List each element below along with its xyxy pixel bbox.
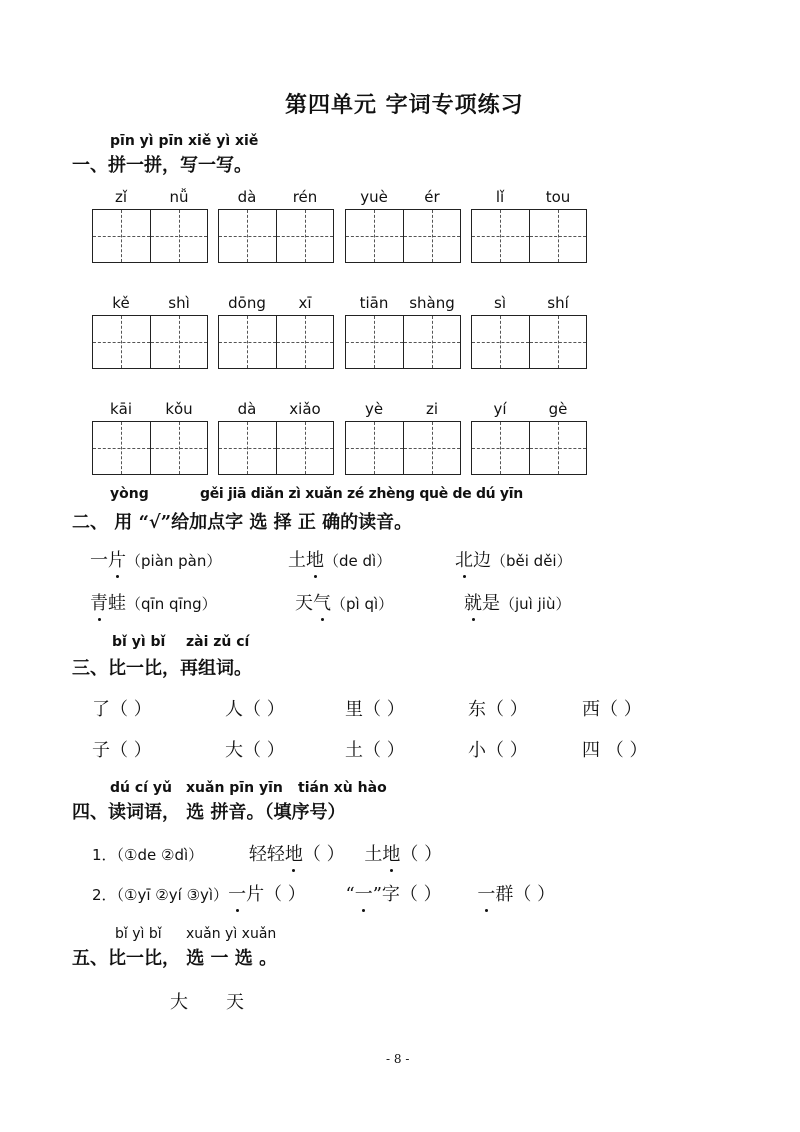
writing-grid[interactable] — [218, 315, 334, 369]
writing-grid[interactable] — [345, 315, 461, 369]
pinyin-label: lǐ — [495, 188, 505, 206]
pronunciation-item: 土地（de dì） — [288, 546, 391, 572]
section2-pinyin-b: gěi jiā diǎn zì xuǎn zé zhèng què de dú yīn — [200, 486, 523, 502]
word-blank[interactable]: 小（ ） — [468, 740, 528, 761]
writing-cell[interactable] — [277, 316, 334, 368]
section1-pinyin-a: pīn yì pīn — [110, 133, 184, 149]
dotted-char: 一 — [228, 880, 246, 906]
answer-blank[interactable]: ”字（ ） — [372, 884, 442, 905]
word-blank[interactable]: 里（ ） — [345, 699, 405, 720]
question-1: 1．（①de ②dì） 轻轻地（ ） 土地（ ） — [92, 840, 442, 866]
writing-cell[interactable] — [93, 422, 151, 474]
writing-cell[interactable] — [219, 316, 277, 368]
pinyin-label: yè — [364, 400, 384, 418]
pinyin-label: dà — [237, 188, 257, 206]
pinyin-label: sì — [494, 294, 506, 312]
pinyin-options[interactable]: （juì jiù） — [500, 595, 571, 613]
section4-heading: 四、读词语， 选 拼音。（填序号） — [72, 802, 346, 823]
word-blank[interactable]: 西（ ） — [582, 699, 642, 720]
section2-heading-prefix: 二、 用 — [72, 512, 133, 533]
writing-cell[interactable] — [151, 316, 208, 368]
question-label: 1．（①de ②dì） — [92, 846, 204, 864]
writing-cell[interactable] — [151, 422, 208, 474]
word-blank[interactable]: 大（ ） — [225, 740, 285, 761]
dotted-char: 地 — [306, 546, 324, 572]
writing-grid[interactable] — [471, 315, 587, 369]
writing-cell[interactable] — [346, 422, 404, 474]
writing-cell[interactable] — [404, 422, 461, 474]
pinyin-label: xiǎo — [289, 400, 321, 418]
dotted-char: 就 — [464, 589, 482, 615]
dotted-char: 北 — [455, 546, 473, 572]
section2-heading — [72, 508, 412, 534]
dotted-char: 一 — [477, 880, 495, 906]
section5-pinyin-b: xuǎn yì xuǎn — [186, 926, 277, 942]
writing-grid[interactable] — [92, 209, 208, 263]
writing-grid[interactable] — [218, 209, 334, 263]
compare-char: 大 — [170, 992, 188, 1013]
writing-cell[interactable] — [530, 210, 587, 262]
pinyin-options[interactable]: （qīn qīng） — [126, 595, 217, 613]
answer-blank[interactable]: 片（ ） — [246, 884, 306, 905]
dotted-char: 气 — [313, 589, 331, 615]
word-blank[interactable]: 东（ ） — [468, 699, 528, 720]
section3-pinyin-b: zài zǔ cí — [186, 634, 250, 650]
writing-cell[interactable] — [404, 210, 461, 262]
section3-heading: 三、比一比，再组词。 — [72, 658, 252, 679]
pinyin-label: shàng — [409, 294, 455, 312]
pinyin-label: kě — [112, 294, 130, 312]
question-label: 2．（①yī ②yí ③yì） — [92, 886, 229, 904]
dotted-char: 地 — [285, 840, 303, 866]
dotted-char: 地 — [382, 840, 400, 866]
pronunciation-item: 就是（juì jiù） — [464, 589, 570, 615]
writing-cell[interactable] — [346, 210, 404, 262]
pronunciation-item: 一片（piàn pàn） — [90, 546, 221, 572]
section2-heading-rest: “√”给加点字 选 择 正 确的读音。 — [138, 512, 413, 533]
pinyin-label: kāi — [109, 400, 133, 418]
pinyin-label: shí — [547, 294, 569, 312]
pinyin-label: yuè — [360, 188, 388, 206]
writing-cell[interactable] — [93, 210, 151, 262]
pinyin-label: tou — [545, 188, 571, 206]
pinyin-label: tiān — [359, 294, 389, 312]
writing-grid[interactable] — [471, 209, 587, 263]
dotted-char: 一 — [355, 880, 373, 906]
answer-blank[interactable]: 群（ ） — [495, 884, 556, 905]
writing-cell[interactable] — [151, 210, 208, 262]
pinyin-label: zǐ — [114, 188, 128, 206]
writing-cell[interactable] — [404, 316, 461, 368]
pinyin-options[interactable]: （pì qì） — [331, 595, 394, 613]
section3-pinyin-a: bǐ yì bǐ — [112, 634, 166, 650]
pinyin-label: ér — [424, 188, 440, 206]
section1-pinyin-b: xiě yì xiě — [188, 133, 259, 149]
writing-grid[interactable] — [92, 315, 208, 369]
writing-grid[interactable] — [218, 421, 334, 475]
word-blank[interactable]: 了（ ） — [92, 699, 152, 720]
writing-grid[interactable] — [345, 421, 461, 475]
writing-cell[interactable] — [277, 210, 334, 262]
writing-cell[interactable] — [530, 316, 587, 368]
pinyin-label: dà — [237, 400, 257, 418]
section4-pinyin-c: tián xù hào — [298, 780, 387, 796]
page-title: 第四单元 字词专项练习 — [285, 92, 524, 118]
writing-grid[interactable] — [471, 421, 587, 475]
writing-grid[interactable] — [345, 209, 461, 263]
pinyin-label: yí — [493, 400, 507, 418]
pinyin-label: dōng — [228, 294, 266, 312]
writing-grid[interactable] — [92, 421, 208, 475]
answer-blank[interactable]: （ ） — [400, 844, 443, 865]
word-blank[interactable]: 人（ ） — [225, 699, 285, 720]
writing-cell[interactable] — [93, 316, 151, 368]
page-number: - 8 - — [386, 1052, 410, 1066]
writing-cell[interactable] — [219, 210, 277, 262]
section4-pinyin-b: xuǎn pīn yīn — [186, 780, 283, 796]
writing-cell[interactable] — [472, 210, 530, 262]
dotted-char: 片 — [108, 546, 126, 572]
pinyin-options[interactable]: （piàn pàn） — [126, 552, 222, 570]
compare-char: 天 — [226, 992, 244, 1013]
word-blank[interactable]: 土（ ） — [345, 740, 405, 761]
pinyin-label: gè — [548, 400, 568, 418]
section5-pinyin-a: bǐ yì bǐ — [115, 926, 162, 942]
pronunciation-item: 天气（pì qì） — [295, 589, 393, 615]
pinyin-label: shì — [168, 294, 190, 312]
pinyin-options[interactable]: （běi děi） — [491, 552, 572, 570]
writing-cell[interactable] — [530, 422, 587, 474]
section5-heading: 五、比一比， 选 一 选 。 — [72, 948, 278, 969]
word-blank[interactable]: 四 （ ） — [582, 740, 648, 761]
pronunciation-item: 青蛙（qīn qīng） — [90, 589, 217, 615]
pinyin-label: kǒu — [165, 400, 193, 418]
writing-cell[interactable] — [472, 316, 530, 368]
section1-heading: 一、拼一拼，写一写。 — [72, 155, 252, 176]
pinyin-options[interactable]: （de dì） — [324, 552, 392, 570]
pronunciation-item: 北边（běi děi） — [455, 546, 572, 572]
section2-pinyin-a: yòng — [110, 486, 149, 502]
question-2: 2．（①yī ②yí ③yì）一片（ ） “一”字（ ） 一群（ ） — [92, 880, 555, 906]
section4-pinyin-a: dú cí yǔ — [110, 780, 172, 796]
pinyin-label: xī — [298, 294, 312, 312]
dotted-char: 青 — [90, 589, 108, 615]
pinyin-label: rén — [292, 188, 318, 206]
pinyin-label: nǚ — [169, 188, 189, 206]
writing-cell[interactable] — [219, 422, 277, 474]
writing-cell[interactable] — [277, 422, 334, 474]
writing-cell[interactable] — [472, 422, 530, 474]
pinyin-label: zi — [425, 400, 439, 418]
writing-cell[interactable] — [346, 316, 404, 368]
answer-blank[interactable]: （ ） — [302, 844, 345, 865]
word-blank[interactable]: 子（ ） — [92, 740, 152, 761]
